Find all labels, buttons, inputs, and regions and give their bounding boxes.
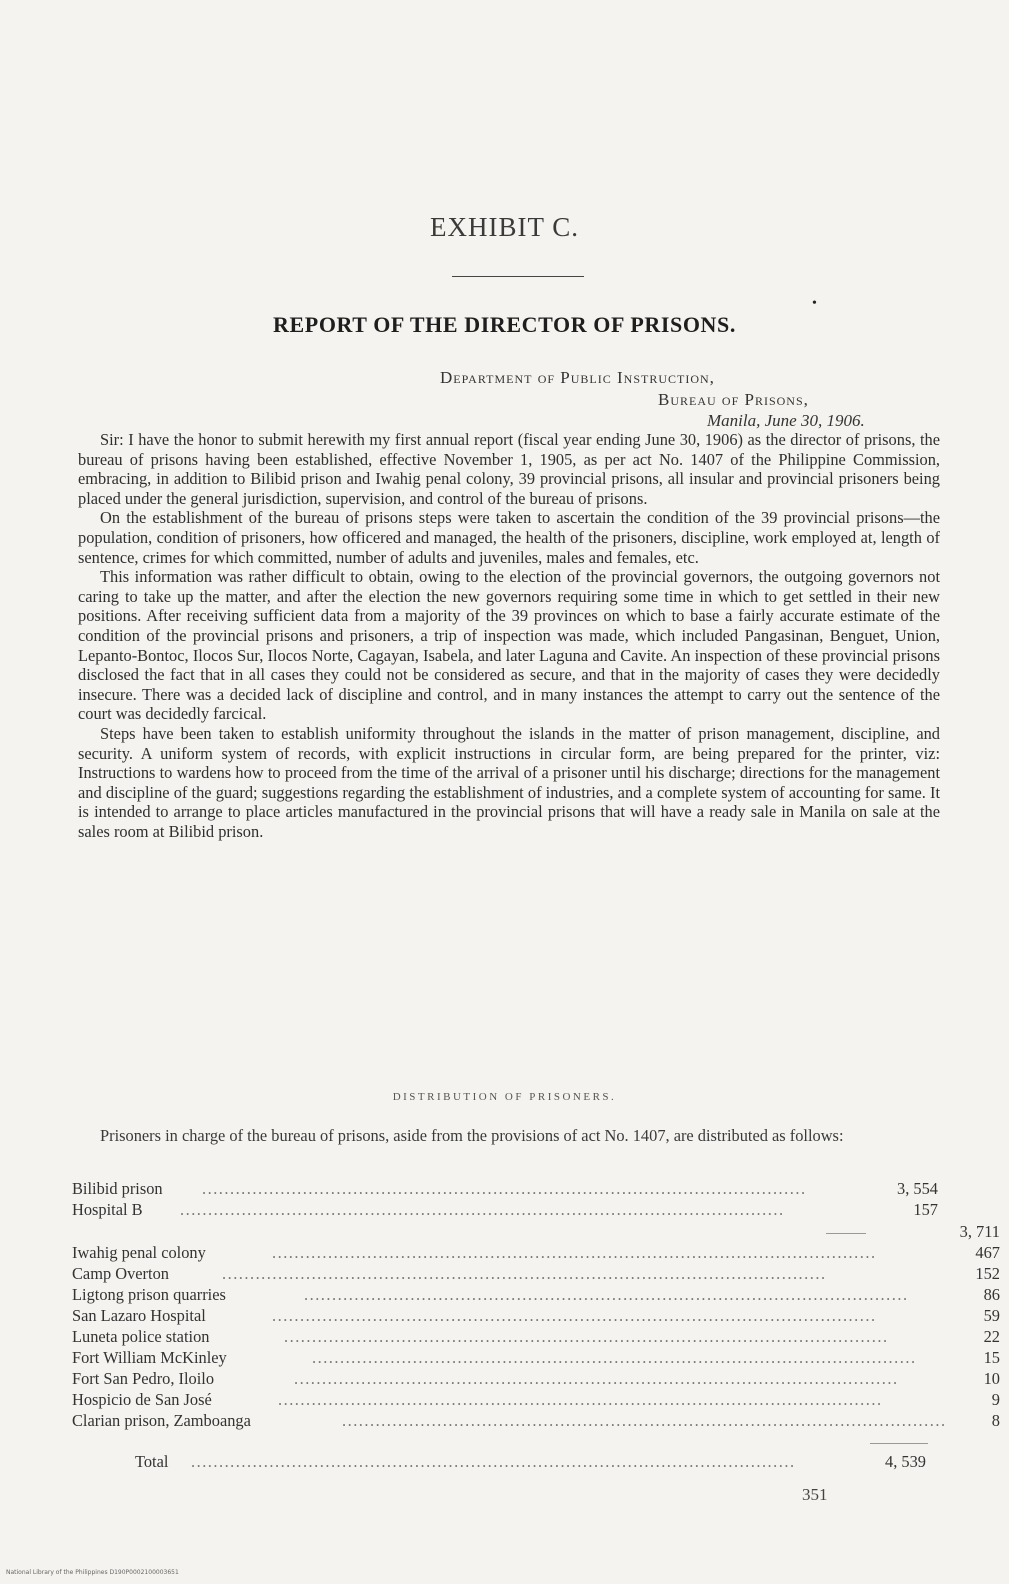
- row-value: 3, 554: [897, 1179, 938, 1198]
- address-bureau: Bureau of Prisons,: [658, 390, 809, 409]
- row-value: 86: [983, 1285, 1000, 1304]
- address-place-date: Manila, June 30, 1906.: [707, 411, 865, 430]
- row-label: Bilibid prison: [72, 1179, 163, 1198]
- exhibit-heading: EXHIBIT C.: [430, 212, 579, 242]
- heading-rule: [452, 276, 584, 277]
- total-label: Total: [135, 1452, 169, 1471]
- row-value: 8: [991, 1411, 1000, 1430]
- distribution-intro-text: Prisoners in charge of the bureau of prisons, aside from the provisions of act No. 1407, are distributed as follows:: [100, 1126, 844, 1145]
- row-label: Hospicio de San José: [72, 1390, 212, 1409]
- page-number: 351: [802, 1485, 828, 1504]
- leader-dots: ............................................................................................................: [312, 1348, 917, 1367]
- address-department: Department of Public Instruction,: [440, 368, 715, 387]
- row-label: Clarian prison, Zamboanga: [72, 1411, 251, 1430]
- table-row: [72, 1264, 1000, 1286]
- leader-dots: ............................................................................................................: [278, 1390, 883, 1409]
- leader-dots: ............................................................................................................: [272, 1243, 877, 1262]
- asterisk-mark: •: [812, 296, 817, 311]
- row-value: 157: [913, 1200, 938, 1219]
- row-label: Luneta police station: [72, 1327, 210, 1346]
- table-row: [72, 1411, 1000, 1433]
- leader-dots: ............................................................................................................: [202, 1179, 807, 1198]
- leader-dots: ............................................................................................................: [284, 1327, 889, 1346]
- table-row: [72, 1285, 1000, 1307]
- table-row: [72, 1243, 1000, 1265]
- table-row: [72, 1200, 938, 1222]
- paragraph-uniformity: Steps have been taken to establish uniformity throughout the islands in the matter of prison management, discipline, and security. A uniform system of records, with explicit instructions in circular form, are being prepared for the printer, viz: Instructions to wardens how to proceed from the time of the arrival of a prisoner until his discharge; directions for the management and discipline of the guard; suggestions regarding the establishment of industries, and a complete system of accounting for same. It is intended to arrange to place articles manufactured in the provincial prisons that will have a ready sale in Manila on sale at the sales room at Bilibid prison.: [78, 723, 940, 841]
- distribution-intro: [78, 1126, 940, 1146]
- row-value: 152: [975, 1264, 1000, 1283]
- subtotal-value: 3, 711: [959, 1222, 1000, 1241]
- leader-dots: ............................................................................................................: [222, 1264, 827, 1283]
- report-title: REPORT OF THE DIRECTOR OF PRISONS.: [273, 312, 736, 337]
- paragraph-salutation: Sir: I have the honor to submit herewith my first annual report (fiscal year ending June 30, 1906) as the director of prisons, the bureau of prisons having been established, effective November 1, 1905, as per act No. 1407 of the Philippine Commission, embracing, in addition to Bilibid prison and Iwahig penal colony, 39 provincial prisons, all insular and provincial prisoners being placed under the general jurisdiction, supervision, and control of the bureau of prisons.: [78, 430, 940, 508]
- row-value: 15: [983, 1348, 1000, 1367]
- table-row: [72, 1390, 1000, 1412]
- archive-footer: National Library of the Philippines D190P0002100003651: [6, 1569, 179, 1576]
- leader-dots: ............................................................................................................: [342, 1411, 947, 1430]
- leader-dots: ............................................................................................................: [304, 1285, 909, 1304]
- report-body: [78, 430, 940, 841]
- row-value: 59: [983, 1306, 1000, 1325]
- row-label: Fort San Pedro, Iloilo: [72, 1369, 215, 1388]
- total-value: 4, 539: [885, 1452, 926, 1471]
- leader-dots: ............................................................................................................: [272, 1306, 877, 1325]
- distribution-heading: DISTRIBUTION OF PRISONERS.: [392, 1091, 617, 1103]
- row-label: Hospital B: [72, 1200, 143, 1219]
- table-row-total: [135, 1452, 938, 1474]
- row-value: 10: [983, 1369, 1000, 1388]
- paragraph-establishment: On the establishment of the bureau of prisons steps were taken to ascertain the condition of the 39 provincial prisons—the population, condition of prisoners, how officered and managed, the health of the prisoners, discipline, work employed at, length of sentence, crimes for which committed, number of adults and juveniles, males and females, etc.: [78, 508, 940, 567]
- row-label: Ligtong prison quarries: [72, 1285, 226, 1304]
- leader-dots: ............................................................................................................: [191, 1452, 796, 1471]
- row-value: 22: [983, 1327, 1000, 1346]
- row-label: Camp Overton: [72, 1264, 169, 1283]
- leader-dots: ............................................................................................................: [294, 1369, 899, 1388]
- table-row: [72, 1369, 1000, 1391]
- row-value: 9: [991, 1390, 1000, 1409]
- row-value: 467: [975, 1243, 1000, 1262]
- table-row: [72, 1179, 938, 1201]
- total-rule: [870, 1443, 928, 1444]
- table-row-subtotal: [72, 1222, 1000, 1244]
- table-row: [72, 1327, 1000, 1349]
- row-label: San Lazaro Hospital: [72, 1306, 206, 1325]
- table-row: [72, 1348, 1000, 1370]
- table-row: [72, 1306, 1000, 1328]
- leader-dots: ............................................................................................................: [180, 1200, 785, 1219]
- row-label: Fort William McKinley: [72, 1348, 227, 1367]
- paragraph-information: This information was rather difficult to obtain, owing to the election of the provincial governors, the outgoing governors not caring to take up the matter, and after the election the new governors requiring some time in which to get settled in their new positions. After receiving sufficient data from a majority of the 39 provinces on which to base a fairly accurate estimate of the condition of the provincial prisons and prisoners, a trip of inspection was made, which included Pangasinan, Benguet, Union, Lepanto-Bontoc, Ilocos Sur, Ilocos Norte, Cagayan, Isabela, and later Laguna and Cavite. An inspection of these provincial prisons disclosed the fact that in all cases they could not be considered as secure, and that in the majority of cases they were decidedly insecure. There was a decided lack of discipline and control, and in many instances the attempt to carry out the sentence of the court was decidedly farcical.: [78, 567, 940, 724]
- row-label: Iwahig penal colony: [72, 1243, 206, 1262]
